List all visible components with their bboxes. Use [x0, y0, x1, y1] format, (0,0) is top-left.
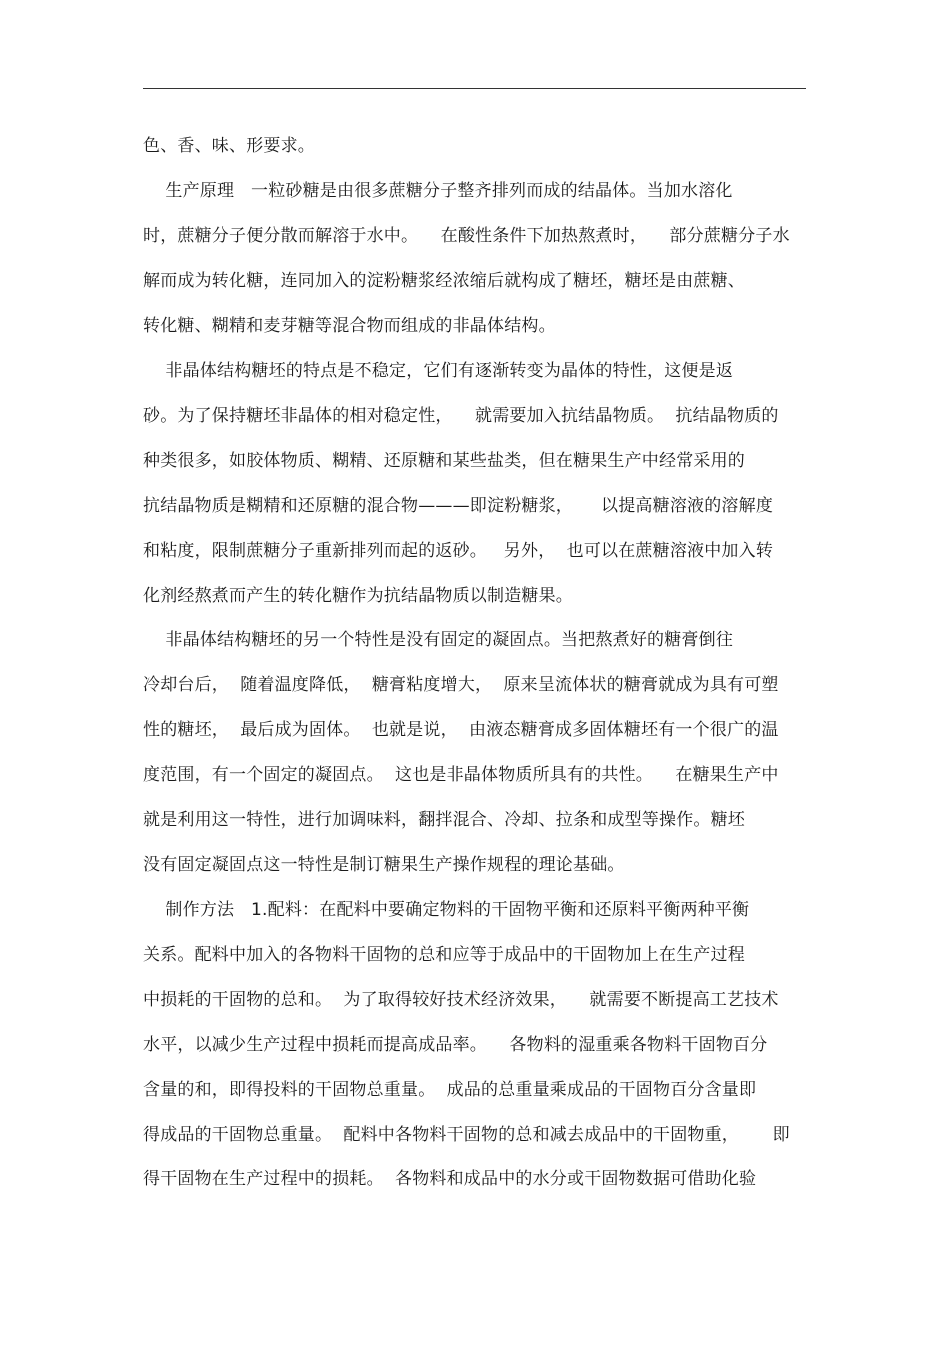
header-rule — [143, 88, 806, 89]
text-line: 种类很多，如胶体物质、糊精、还原糖和某些盐类，但在糖果生产中经常采用的 — [143, 451, 745, 471]
text-line: 非晶体结构糖坯的特点是不稳定，它们有逐渐转变为晶体的特性，这便是返 — [143, 361, 734, 381]
text-line: 含量的和，即得投料的干固物总重量。 成品的总重量乘成品的干固物百分含量即 — [143, 1080, 757, 1100]
text-line: 抗结晶物质是糊精和还原糖的混合物———即淀粉糖浆， 以提高糖溶液的溶解度 — [143, 496, 774, 516]
text-line: 就是利用这一特性，进行加调味料，翻拌混合、冷却、拉条和成型等操作。糖坯 — [143, 810, 745, 830]
text-line: 时，蔗糖分子便分散而解溶于水中。 在酸性条件下加热熬煮时， 部分蔗糖分子水 — [143, 226, 790, 246]
text-line: 砂。为了保持糖坯非晶体的相对稳定性， 就需要加入抗结晶物质。 抗结晶物质的 — [143, 406, 779, 426]
text-line: 非晶体结构糖坯的另一个特性是没有固定的凝固点。当把熬煮好的糖膏倒往 — [143, 630, 734, 650]
text-line: 得干固物在生产过程中的损耗。 各物料和成品中的水分或干固物数据可借助化验 — [143, 1169, 757, 1189]
text-line: 化剂经熬煮而产生的转化糖作为抗结晶物质以制造糖果。 — [143, 586, 573, 606]
text-line: 度范围，有一个固定的凝固点。 这也是非晶体物质所具有的共性。 在糖果生产中 — [143, 765, 779, 785]
text-line: 性的糖坯， 最后成为固体。 也就是说， 由液态糖膏成多固体糖坯有一个很广的温 — [143, 720, 779, 740]
text-line: 得成品的干固物总重量。 配料中各物料干固物的总和减去成品中的干固物重， 即 — [143, 1125, 790, 1145]
text-line: 没有固定凝固点这一特性是制订糖果生产操作规程的理论基础。 — [143, 855, 625, 875]
text-line: 水平，以减少生产过程中损耗而提高成品率。 各物料的湿重乘各物料干固物百分 — [143, 1035, 768, 1055]
text-line: 生产原理 一粒砂糖是由很多蔗糖分子整齐排列而成的结晶体。当加水溶化 — [143, 181, 733, 201]
text-line: 色、香、味、形要求。 — [143, 136, 315, 156]
text-line: 关系。配料中加入的各物料干固物的总和应等于成品中的干固物加上在生产过程 — [143, 945, 745, 965]
text-line: 制作方法 1.配料：在配料中要确定物料的干固物平衡和还原料平衡两种平衡 — [143, 900, 750, 920]
text-line: 中损耗的干固物的总和。 为了取得较好技术经济效果， 就需要不断提高工艺技术 — [143, 990, 779, 1010]
text-line: 转化糖、糊精和麦芽糖等混合物而组成的非晶体结构。 — [143, 316, 556, 336]
text-line: 解而成为转化糖，连同加入的淀粉糖浆经浓缩后就构成了糖坯，糖坯是由蔗糖、 — [143, 271, 745, 291]
text-line: 冷却台后， 随着温度降低， 糖膏粘度增大， 原来呈流体状的糖膏就成为具有可塑 — [143, 675, 779, 695]
text-line: 和粘度，限制蔗糖分子重新排列而起的返砂。 另外， 也可以在蔗糖溶液中加入转 — [143, 541, 774, 561]
